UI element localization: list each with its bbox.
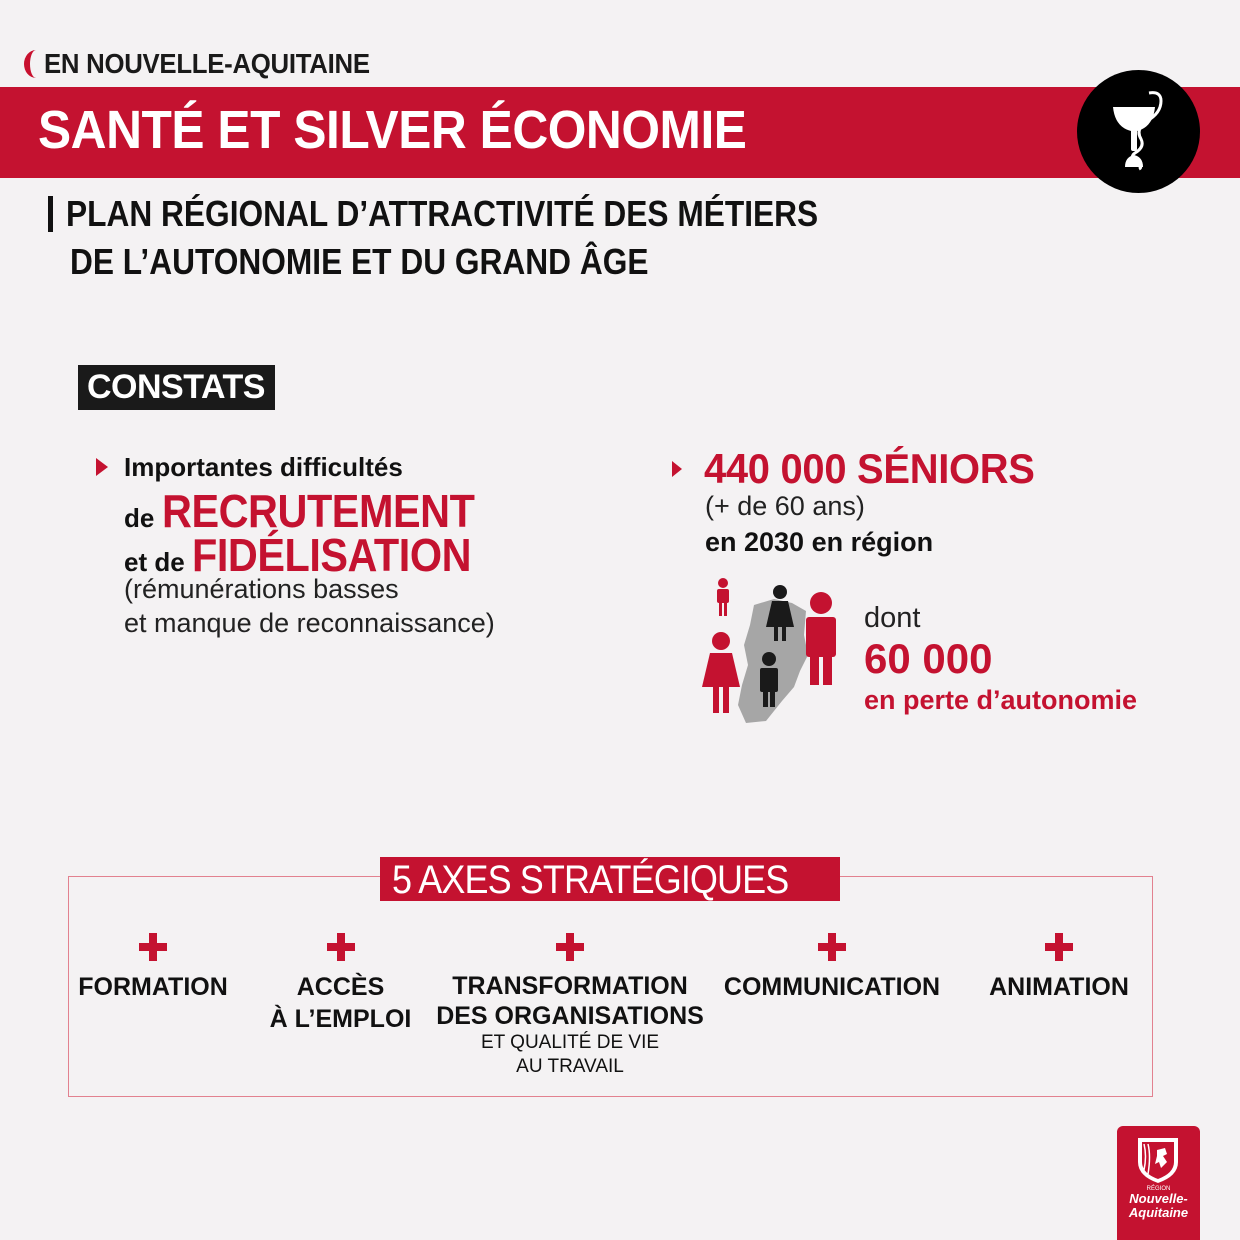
highlight-fidelisation: FIDÉLISATION: [191, 529, 471, 581]
kicker-label: EN NOUVELLE-AQUITAINE: [44, 48, 370, 79]
page-title: SANTÉ ET SILVER ÉCONOMIE: [38, 100, 747, 160]
kicker: [22, 48, 398, 80]
bracket-icon: [22, 49, 36, 79]
plus-icon: [556, 933, 584, 961]
bullet-arrow-icon: [96, 458, 108, 476]
axis-label-line1: COMMUNICATION: [723, 973, 941, 1001]
plus-icon: [139, 933, 167, 961]
axis-label-line2: DES ORGANISATIONS: [436, 1002, 704, 1030]
axis-animation: [984, 933, 1134, 1003]
constats-label: CONSTATS: [87, 368, 265, 406]
axis-label-line1: FORMATION: [78, 973, 228, 1001]
region-label: RÉGION: [1146, 1186, 1171, 1192]
constat-line-2-prefix: de: [124, 503, 162, 533]
constat-line-1: Importantes difficultés: [124, 452, 403, 482]
axis-acces-emploi: [268, 933, 413, 1035]
constat-line-5: et manque de reconnaissance): [124, 608, 495, 638]
axis-sublabel-line2: AU TRAVAIL: [516, 1056, 624, 1077]
plus-icon: [1045, 933, 1073, 961]
region-shield-icon: [1135, 1136, 1181, 1184]
subtitle-bar: [48, 196, 53, 232]
axis-sublabel-line1: ET QUALITÉ DE VIE: [480, 1032, 660, 1053]
axis-label-line1: ACCÈS: [296, 973, 385, 1001]
bowl-of-hygieia-icon: [1099, 87, 1179, 177]
dependency-label: en perte d’autonomie: [864, 685, 1138, 715]
dependency-count: 60 000: [864, 635, 993, 682]
axes-title: 5 AXES STRATÉGIQUES: [392, 858, 789, 902]
axis-label-line2: À L’EMPLOI: [269, 1005, 412, 1033]
region-name: [1117, 1192, 1200, 1220]
constat-seniors: [672, 445, 1192, 745]
subtitle: [48, 190, 921, 286]
constat-line-4: (rémunérations basses: [124, 574, 399, 604]
seniors-timeframe: en 2030 en région: [705, 527, 934, 557]
axis-communication: [716, 933, 948, 1003]
plus-icon: [818, 933, 846, 961]
emblem: [1077, 70, 1200, 193]
seniors-headline: 440 000 SÉNIORS: [704, 445, 1035, 492]
axis-label-line1: ANIMATION: [989, 973, 1129, 1001]
seniors-age-note: (+ de 60 ans): [705, 491, 865, 521]
title-band: [0, 87, 1240, 178]
region-name-line2: Aquitaine: [1128, 1205, 1189, 1220]
axis-transformation: [436, 933, 704, 1079]
axis-label-line1: TRANSFORMATION: [452, 972, 688, 1000]
axis-formation: [80, 933, 226, 1003]
region-name-line1: Nouvelle-: [1129, 1191, 1188, 1206]
axes-title-tag: [380, 857, 840, 901]
subtitle-line-1: PLAN RÉGIONAL D’ATTRACTIVITÉ DES MÉTIERS: [66, 193, 819, 234]
region-logo: [1117, 1126, 1200, 1240]
subtitle-line-2: DE L’AUTONOMIE ET DU GRAND ÂGE: [70, 241, 649, 282]
dont-label: dont: [864, 602, 921, 634]
seniors-people-map-icon: [696, 575, 846, 725]
constat-line-3-prefix: et de: [124, 547, 192, 577]
bullet-arrow-icon: [672, 461, 682, 477]
constats-tag: [78, 365, 275, 410]
plus-icon: [327, 933, 355, 961]
highlight-recrutement: RECRUTEMENT: [161, 485, 475, 537]
